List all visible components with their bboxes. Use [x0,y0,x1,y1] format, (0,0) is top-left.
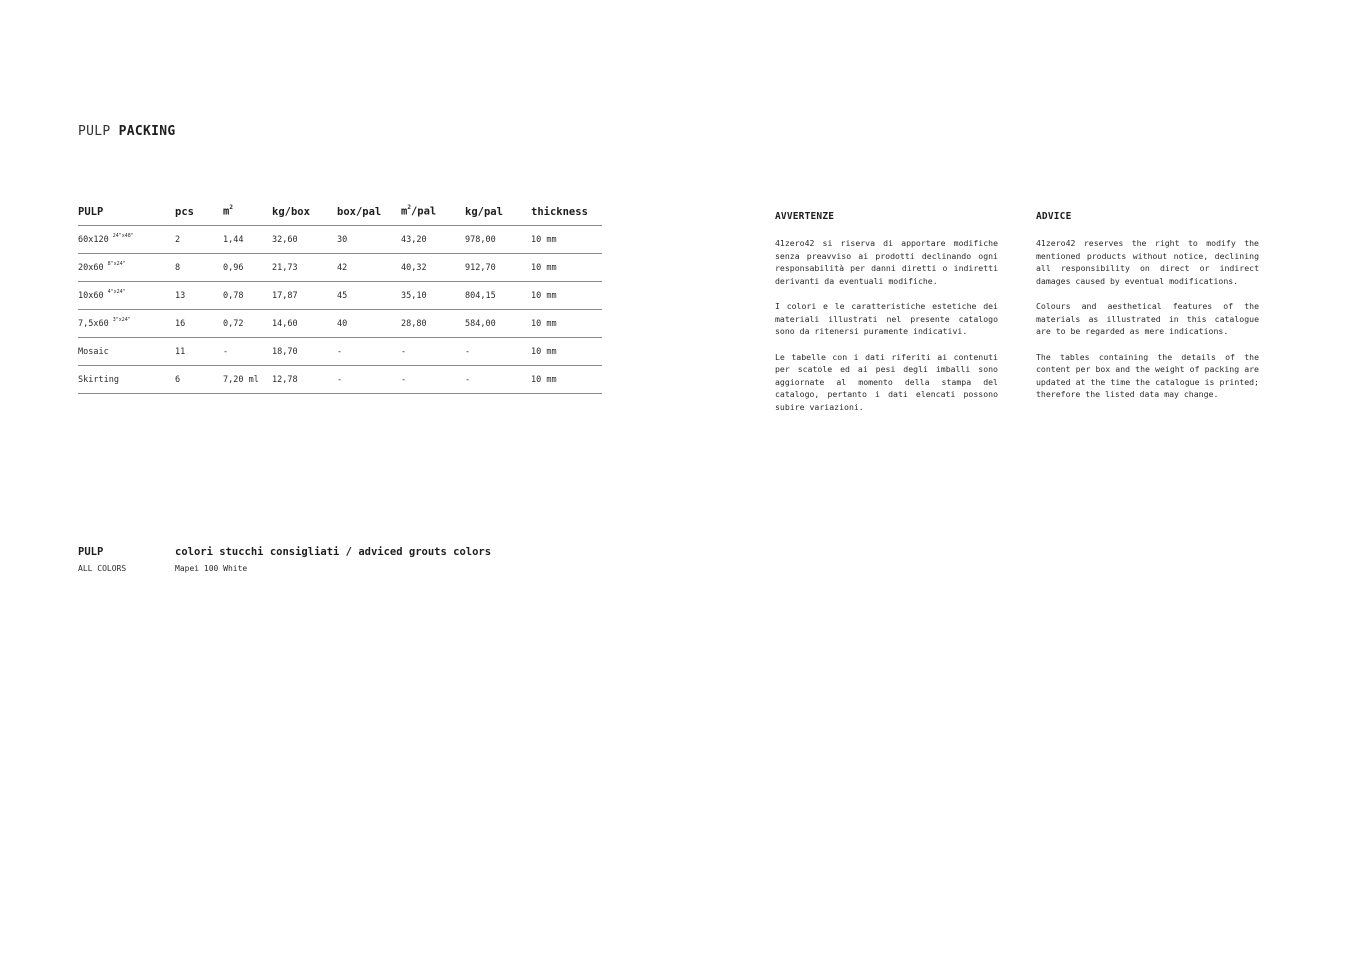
cell-name [78,310,175,338]
cell-m2pal: - [401,338,465,366]
cell-kgpal: 584,00 [465,310,531,338]
cell-size: Skirting [78,374,119,385]
notes-english [1036,211,1259,414]
cell-boxpal: 40 [337,310,401,338]
header-kgbox: kg/box [272,198,337,226]
cell-kgbox: 21,73 [272,254,337,282]
cell-m2: 7,20 ml [223,366,272,394]
cell-pcs: 16 [175,310,223,338]
cell-size-inch: 3"x24" [112,317,131,324]
cell-kgpal: 912,70 [465,254,531,282]
cell-size-inch: 24"x48" [112,233,134,240]
cell-kgpal: - [465,338,531,366]
cell-name [78,282,175,310]
cell-kgbox: 32,60 [272,226,337,254]
cell-size: 20x60 [78,262,104,273]
cell-thickness: 10 mm [531,254,602,282]
grout-heading: colori stucchi consigliati / adviced grouts colors [175,546,492,558]
header-m2pal-suffix: /pal [410,205,437,218]
cell-pcs: 8 [175,254,223,282]
notes-italian [775,211,998,426]
cell-name [78,254,175,282]
grout-series-name: PULP [78,546,104,558]
cell-size-inch: 8"x24" [107,261,126,268]
grout-series-colors: ALL COLORS [78,564,127,573]
cell-kgbox: 14,60 [272,310,337,338]
table-row [78,310,602,338]
page-title-series: PULP [78,124,111,139]
cell-m2pal: 35,10 [401,282,465,310]
cell-pcs: 2 [175,226,223,254]
cell-thickness: 10 mm [531,338,602,366]
packing-table [78,198,602,394]
cell-name [78,366,175,394]
notes-english-heading: ADVICE [1036,211,1072,222]
cell-m2: 1,44 [223,226,272,254]
cell-kgbox: 12,78 [272,366,337,394]
cell-size-inch: 4"x24" [107,289,126,296]
cell-m2: - [223,338,272,366]
cell-m2pal: 28,80 [401,310,465,338]
table-header-row [78,198,602,226]
header-m2pal-sup: 2 [407,204,411,212]
cell-boxpal: - [337,338,401,366]
header-m2pal [401,198,465,226]
header-m2-unit: m [223,205,230,218]
cell-pcs: 6 [175,366,223,394]
notes-italian-paragraph: I colori e le caratteristiche estetiche dei materiali illustrati nel presente catalogo sono da ritenersi puramente indicativi. [775,301,998,336]
cell-pcs: 11 [175,338,223,366]
header-m2 [223,198,272,226]
cell-kgpal: 978,00 [465,226,531,254]
header-m2-sup: 2 [229,204,233,212]
notes-english-paragraph: Colours and aesthetical features of the materials as illustrated in this catalogue are to be regarded as mere indications. [1036,301,1259,336]
cell-size: 60x120 [78,234,109,245]
cell-m2pal: 40,32 [401,254,465,282]
cell-pcs: 13 [175,282,223,310]
cell-kgpal: 804,15 [465,282,531,310]
cell-m2pal: - [401,366,465,394]
cell-size: 10x60 [78,290,104,301]
header-m2pal-unit: m [401,205,408,218]
cell-kgbox: 18,70 [272,338,337,366]
cell-m2: 0,78 [223,282,272,310]
table-row [78,338,602,366]
notes-english-paragraph: The tables containing the details of the content per box and the weight of packing are updated at the time the catalogue is printed; therefore the listed data may change. [1036,351,1259,399]
page-title [78,124,176,139]
header-pcs: pcs [175,198,223,226]
grout-value: Mapei 100 White [175,564,248,573]
cell-m2pal: 43,20 [401,226,465,254]
cell-m2: 0,96 [223,254,272,282]
notes-english-paragraph: 41zero42 reserves the right to modify the mentioned products without notice, declining all responsibility on direct or indirect damages caused by eventual modifications. [1036,238,1259,286]
header-name: PULP [78,198,175,226]
cell-boxpal: - [337,366,401,394]
page-title-section: PACKING [118,124,176,139]
notes-italian-paragraph: 41zero42 si riserva di apportare modifiche senza preavviso ai prodotti declinando ogni responsabilità per danni diretti o indiretti derivanti da eventuali modifiche. [775,238,998,286]
notes-italian-paragraph: Le tabelle con i dati riferiti ai contenuti per scatole ed ai pesi degli imballi sono aggiornate al momento della stampa del catalogo, pertanto i dati elencati possono subire variazioni. [775,351,998,412]
cell-size: 7,5x60 [78,318,109,329]
cell-boxpal: 42 [337,254,401,282]
table-row [78,366,602,394]
cell-thickness: 10 mm [531,282,602,310]
table-row [78,254,602,282]
table-row [78,226,602,254]
cell-thickness: 10 mm [531,226,602,254]
header-thickness: thickness [531,198,602,226]
cell-boxpal: 45 [337,282,401,310]
header-boxpal: box/pal [337,198,401,226]
notes-italian-heading: AVVERTENZE [775,211,835,222]
cell-kgbox: 17,87 [272,282,337,310]
cell-m2: 0,72 [223,310,272,338]
cell-thickness: 10 mm [531,366,602,394]
cell-name [78,226,175,254]
cell-boxpal: 30 [337,226,401,254]
cell-kgpal: - [465,366,531,394]
header-kgpal: kg/pal [465,198,531,226]
cell-size: Mosaic [78,346,109,357]
cell-name [78,338,175,366]
table-row [78,282,602,310]
cell-thickness: 10 mm [531,310,602,338]
